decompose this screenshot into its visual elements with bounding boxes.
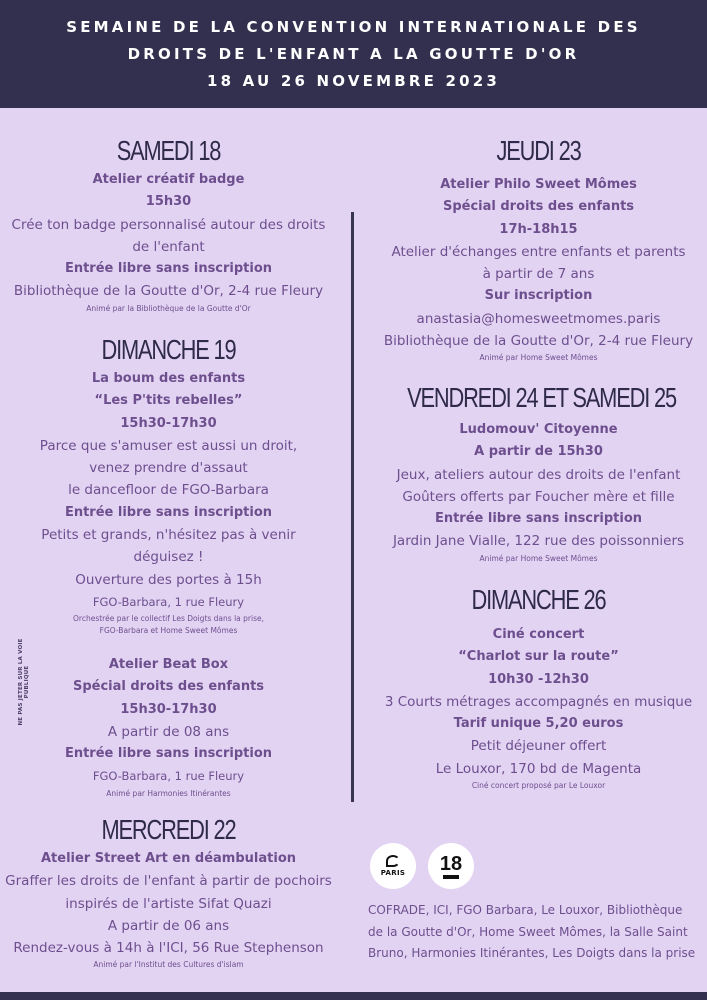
header-banner [0,0,707,108]
partners-line: COFRADE, ICI, FGO Barbara, Le Louxor, Bibliothèque [368,903,683,917]
arrondissement-18-logo [428,843,474,889]
event-title: Atelier Beat Box [108,657,229,672]
event-credit: Animé par Home Sweet Mômes [479,353,598,363]
event-entry: Entrée libre sans inscription [64,746,273,762]
event-place: FGO-Barbara, 1 rue Fleury [92,769,245,784]
event-title: Ludomouv' Citoyenne [459,422,618,437]
event-time: 17h-18h15 [499,221,578,237]
event-beat-box [0,654,337,800]
event-mercredi-22 [0,814,337,971]
arrondissement-logo-mark [443,875,459,879]
event-time: 15h30-17h30 [120,701,217,717]
day-heading: DIMANCHE 26 [471,584,606,615]
event-price: Tarif unique 5,20 euros [453,716,624,732]
event-email: anastasia@homesweetmomes.paris [416,310,661,327]
event-desc: de l'enfant [132,238,205,255]
side-note: NE PAS JETER SUR LA VOIE PUBLIQUE [18,638,30,726]
event-entry: Entrée libre sans inscription [64,261,273,277]
event-credit: Animé par l'Institut des Cultures d'islam [93,960,244,970]
event-desc: Crée ton badge personnalisé autour des droits [11,216,326,233]
header-line-1: SEMAINE DE LA CONVENTION INTERNATIONALE DES [66,18,641,36]
event-credit: Orchestrée par le collectif Les Doigts dans la prise, [73,614,264,624]
arrondissement-logo-text: 18 [439,852,463,875]
header-line-2: DROITS DE L'ENFANT A LA GOUTTE D'OR [127,45,580,63]
partners-line: de la Goutte d'Or, Home Sweet Mômes, la Salle Saint [368,924,688,939]
event-place: Rendez-vous à 14h à l'ICI, 56 Rue Stephenson [13,940,324,957]
event-desc: Jeux, ateliers autour des droits de l'enfant [396,466,681,483]
event-desc: Atelier d'échanges entre enfants et parents [391,243,686,260]
event-title: Atelier créatif badge [92,172,245,187]
event-desc: à partir de 7 ans [482,266,595,283]
event-desc: Parce que s'amuser est aussi un droit, [39,437,298,454]
day-heading: MERCREDI 22 [101,814,236,845]
column-divider [351,212,354,802]
event-title: Ciné concert [492,627,585,642]
event-title: “Charlot sur la route” [458,649,619,665]
event-desc: inspirés de l'artiste Sifat Quazi [65,895,272,912]
event-samedi-18 [0,135,337,315]
event-place: FGO-Barbara, 1 rue Fleury [92,594,245,609]
event-desc: Goûters offerts par Foucher mère et fille [402,488,675,505]
event-credit: Ciné concert proposé par Le Louxor [471,781,606,791]
event-desc: Graffer les droits de l'enfant à partir de pochoirs [5,873,332,890]
event-time: A partir de 15h30 [474,444,603,460]
day-heading: VENDREDI 24 ET SAMEDI 25 [407,382,676,413]
day-heading: JEUDI 23 [496,135,581,166]
event-place: Jardin Jane Vialle, 122 rue des poissonniers [392,533,685,550]
event-desc: 3 Courts métrages accompagnés en musique [384,693,693,710]
event-credit: FGO-Barbara et Home Sweet Mômes [99,626,238,636]
event-place: Le Louxor, 170 bd de Magenta [435,760,642,777]
event-doors: Ouverture des portes à 15h [75,571,262,588]
event-dimanche-19 [0,334,337,637]
event-desc: venez prendre d'assaut [89,460,248,477]
bottom-bar [0,992,707,1000]
event-subtitle: Spécial droits des enfants [72,679,265,695]
event-desc: Petits et grands, n'hésitez pas à venir [41,527,296,544]
event-jeudi-23 [370,135,707,364]
paris-ship-icon [386,855,400,867]
event-credit: Animé par Home Sweet Mômes [479,553,598,563]
partners-list [368,900,704,965]
event-entry: Sur inscription [484,288,593,304]
header-line-3: 18 AU 26 NOVEMBRE 2023 [206,72,501,90]
event-time: 15h30-17h30 [120,415,217,431]
event-age: A partir de 06 ans [107,917,230,934]
event-title: Atelier Philo Sweet Mômes [440,177,637,192]
event-place: Bibliothèque de la Goutte d'Or, 2-4 rue Fleury [13,283,324,300]
paris-logo-text: PARIS [380,869,406,877]
event-desc: le dancefloor de FGO-Barbara [68,482,269,499]
event-credit: Animé par la Bibliothèque de la Goutte d'Or [86,303,251,313]
event-title: “Les P'tits rebelles” [94,393,243,409]
event-subtitle: Spécial droits des enfants [442,199,635,215]
event-credit: Animé par Harmonies Itinérantes [106,788,231,798]
event-vendredi-24 [370,382,707,565]
event-title: Atelier Street Art en déambulation [40,851,297,866]
paris-logo [370,843,416,889]
event-entry: Entrée libre sans inscription [434,511,643,527]
day-heading: DIMANCHE 19 [101,334,236,365]
event-time: 10h30 -12h30 [488,671,589,687]
event-time: 15h30 [145,194,192,210]
event-place: Bibliothèque de la Goutte d'Or, 2-4 rue Fleury [383,333,694,350]
day-heading: SAMEDI 18 [116,135,221,166]
partners-line: Bruno, Harmonies Itinérantes, Les Doigts dans la prise [368,946,696,960]
event-age: A partir de 08 ans [107,723,230,740]
event-dimanche-26 [370,584,707,792]
event-desc: déguisez ! [133,549,204,566]
event-title: La boum des enfants [91,371,246,386]
event-entry: Entrée libre sans inscription [64,504,273,520]
event-desc: Petit déjeuner offert [470,738,607,755]
